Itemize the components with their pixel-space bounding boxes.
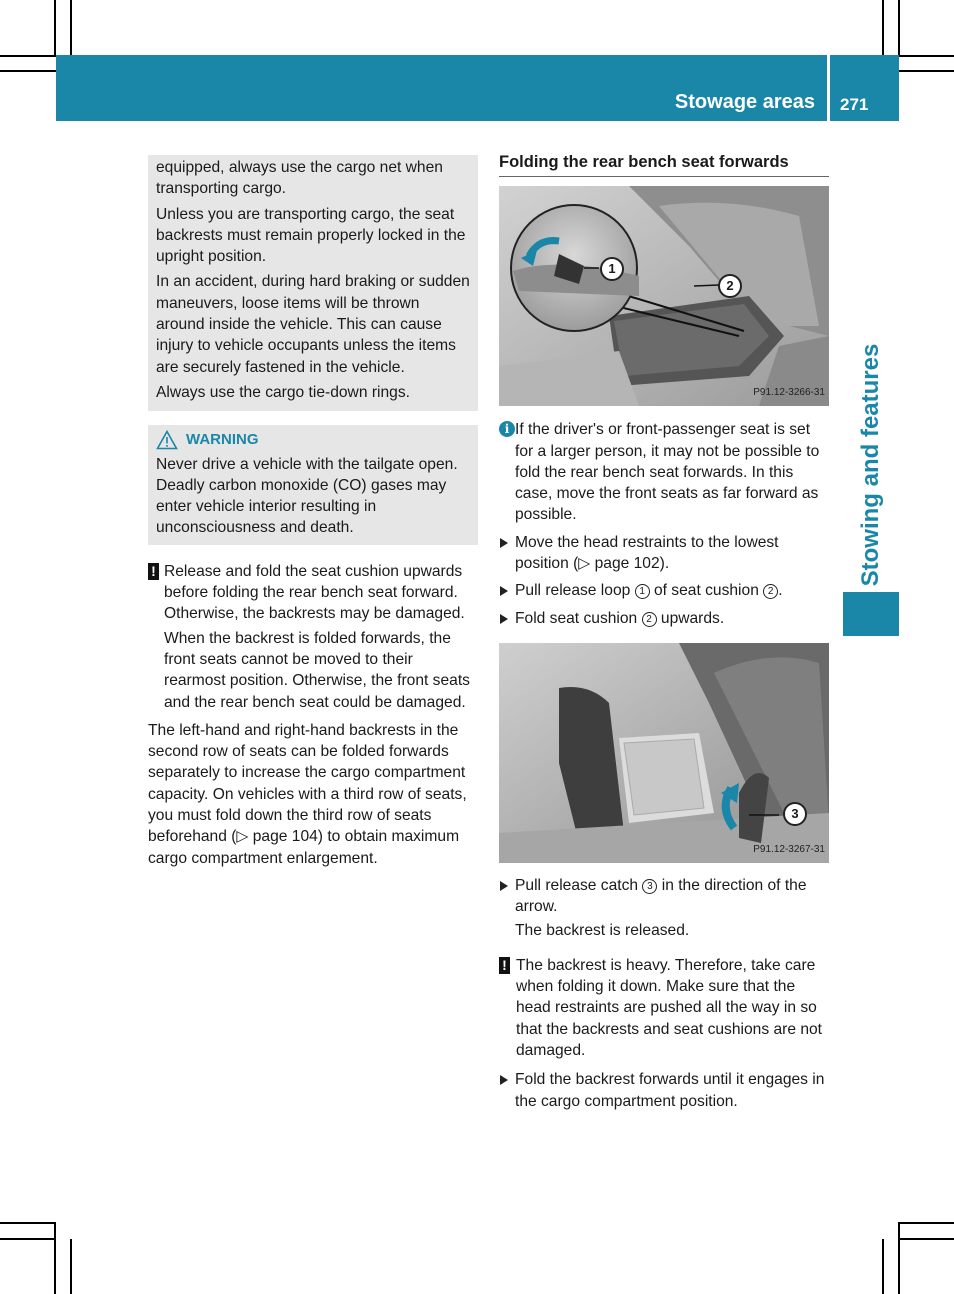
info-note xyxy=(499,419,829,525)
note-text: Release and fold the seat cushion upwards before folding the rear bench seat forward. Otherwise, the backrests may be damaged. xyxy=(164,562,465,623)
safety-box xyxy=(148,155,478,411)
seat-cushion-illustration xyxy=(499,186,829,406)
warning-title: WARNING xyxy=(186,431,259,449)
instruction-step xyxy=(499,1069,829,1112)
exclamation-icon: ! xyxy=(499,957,510,974)
safety-text: Unless you are transporting cargo, the seat backrests must remain properly locked in the upright position. xyxy=(156,205,466,266)
right-column xyxy=(499,152,829,1112)
step-text: Move the head restraints to the lowest position (▷ page 102). xyxy=(515,533,779,573)
section-heading: Folding the rear bench seat forwards xyxy=(499,152,829,177)
crop-mark xyxy=(899,1222,954,1224)
warning-box xyxy=(148,425,478,544)
page-header xyxy=(56,55,899,121)
crop-mark xyxy=(898,0,900,55)
callout-3: 3 xyxy=(783,802,807,826)
safety-text: In an accident, during hard braking or sudden maneuvers, loose items will be thrown around inside the vehicle. This can cause injury to vehicle occupants unless the items are securely fastened in the vehicle. xyxy=(156,273,470,376)
instruction-step xyxy=(499,608,829,629)
note-text: When the backrest is folded forwards, the front seats cannot be moved to their rearmost position. Otherwise, the front seats and the rear bench seat could be damaged. xyxy=(164,629,470,711)
safety-text: equipped, always use the cargo net when transporting cargo. xyxy=(156,159,443,198)
crop-mark xyxy=(882,0,884,55)
crop-mark xyxy=(54,1222,56,1294)
crop-mark xyxy=(0,55,56,57)
info-icon: i xyxy=(499,421,515,437)
crop-mark xyxy=(70,0,72,55)
side-tab-label: Stowing and features xyxy=(857,343,884,587)
section-title: Stowage areas xyxy=(674,91,815,113)
step-result: The backrest is released. xyxy=(515,921,690,939)
step-text: Fold the backrest forwards until it engages in the cargo compartment position. xyxy=(515,1071,825,1110)
crop-mark xyxy=(898,1222,900,1294)
step-text: Pull release catch xyxy=(515,876,643,894)
warning-heading xyxy=(156,429,470,450)
body-text: The left-hand and right-hand backrests in the second row of seats can be folded forwards separately to increase the cargo compartment capacity. On vehicles with a third row of seats, you must fold down the third row of seats beforehand (▷ page 104) to obtain maximum cargo compartment enlargement. xyxy=(148,721,467,867)
crop-mark xyxy=(899,55,954,57)
warning-triangle-icon xyxy=(156,430,178,450)
callout-2: 2 xyxy=(718,274,742,298)
note-text: The backrest is heavy. Therefore, take care when folding it down. Make sure that the head restraints are pushed all the way in so that the backrests and seat cushions are not damaged. xyxy=(516,956,822,1060)
image-code: P91.12-3267-31 xyxy=(753,843,825,855)
crop-mark xyxy=(882,1239,884,1294)
crop-mark xyxy=(0,1222,56,1224)
step-text: . xyxy=(778,582,783,600)
material-damage-note xyxy=(499,955,829,1061)
step-text: in the direction of the arrow. xyxy=(515,876,807,916)
image-code: P91.12-3266-31 xyxy=(753,387,825,398)
callout-ref-2: 2 xyxy=(763,584,778,599)
step-text: Fold seat cushion xyxy=(515,609,642,627)
crop-mark xyxy=(899,70,954,72)
warning-text: Never drive a vehicle with the tailgate open. Deadly carbon monoxide (CO) gases may enter vehicle interior resulting in unconsciousness and death. xyxy=(156,455,458,537)
page-number: 271 xyxy=(840,95,869,114)
step-text: upwards. xyxy=(656,609,725,627)
seat-photo-1 xyxy=(499,186,829,406)
callout-1: 1 xyxy=(600,257,624,281)
material-damage-note xyxy=(148,561,478,713)
side-tab-marker xyxy=(843,592,899,636)
callout-ref-1: 1 xyxy=(635,584,650,599)
left-column xyxy=(148,155,478,869)
callout-ref-2: 2 xyxy=(642,612,657,627)
instruction-step xyxy=(499,532,829,575)
crop-mark xyxy=(70,1239,72,1294)
exclamation-icon: ! xyxy=(148,563,159,580)
step-text: of seat cushion xyxy=(649,582,764,600)
info-text: If the driver's or front-passenger seat is set for a larger person, it may not be possible to fold the rear bench seat forwards. In this case, move the front seats as far forward as possible. xyxy=(515,421,820,524)
header-divider xyxy=(827,55,830,121)
instruction-step xyxy=(499,875,829,941)
seat-photo-2 xyxy=(499,643,829,863)
instruction-step xyxy=(499,580,829,601)
backrest-illustration xyxy=(499,643,829,863)
step-text: Pull release loop xyxy=(515,582,635,600)
crop-mark xyxy=(899,1238,954,1240)
crop-mark xyxy=(0,70,56,72)
safety-text: Always use the cargo tie-down rings. xyxy=(156,383,410,401)
crop-mark xyxy=(0,1238,56,1240)
callout-ref-3: 3 xyxy=(642,879,657,894)
crop-mark xyxy=(54,0,56,55)
